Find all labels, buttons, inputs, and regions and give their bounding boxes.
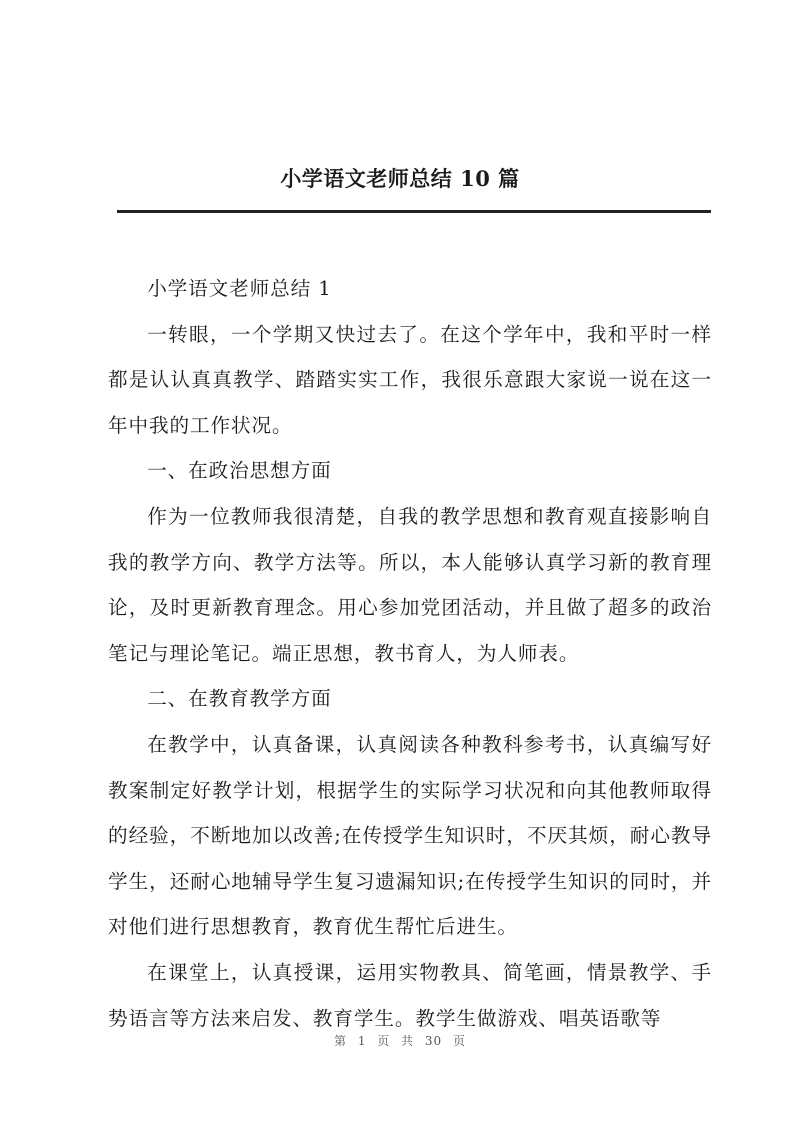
section-heading: 二、在教育教学方面 (147, 687, 332, 711)
paragraph: 一转眼，一个学期又快过去了。在这个学年中，我和平时一样都是认认真真教学、踏踏实实工作，我很乐意跟大家说一说在这一年中我的工作状况。 (108, 322, 712, 437)
section-heading: 小学语文老师总结 1 (147, 277, 332, 300)
section-heading: 一、在政治思想方面 (147, 459, 332, 483)
page-number: 第 1 页 共 30 页 (334, 1034, 466, 1048)
paragraph: 在教学中，认真备课，认真阅读各种教科参考书，认真编写好教案制定好教学计划，根据学生的实际学习状况和向其他教师取得的经验，不断地加以改善;在传授学生知识时，不厌其烦，耐心教导学生，还耐心地辅导学生复习遗漏知识;在传授学生知识的同时，并对他们进行思想教育，教育优生帮忙后进生。 (108, 732, 712, 939)
paragraph: 在课堂上，认真授课，运用实物教具、简笔画，情景教学、手势语言等方法来启发、教育学生。教学生做游戏、唱英语歌等 (108, 960, 712, 1030)
paragraph: 作为一位教师我很清楚，自我的教学思想和教育观直接影响自我的教学方向、教学方法等。所以，本人能够认真学习新的教育理论，及时更新教育理念。用心参加党团活动，并且做了超多的政治笔记与理论笔记。端正思想，教书育人，为人师表。 (108, 504, 712, 665)
document-body (108, 266, 712, 1041)
title-divider (117, 210, 711, 213)
document-title: 小学语文老师总结 10 篇 (280, 166, 520, 191)
